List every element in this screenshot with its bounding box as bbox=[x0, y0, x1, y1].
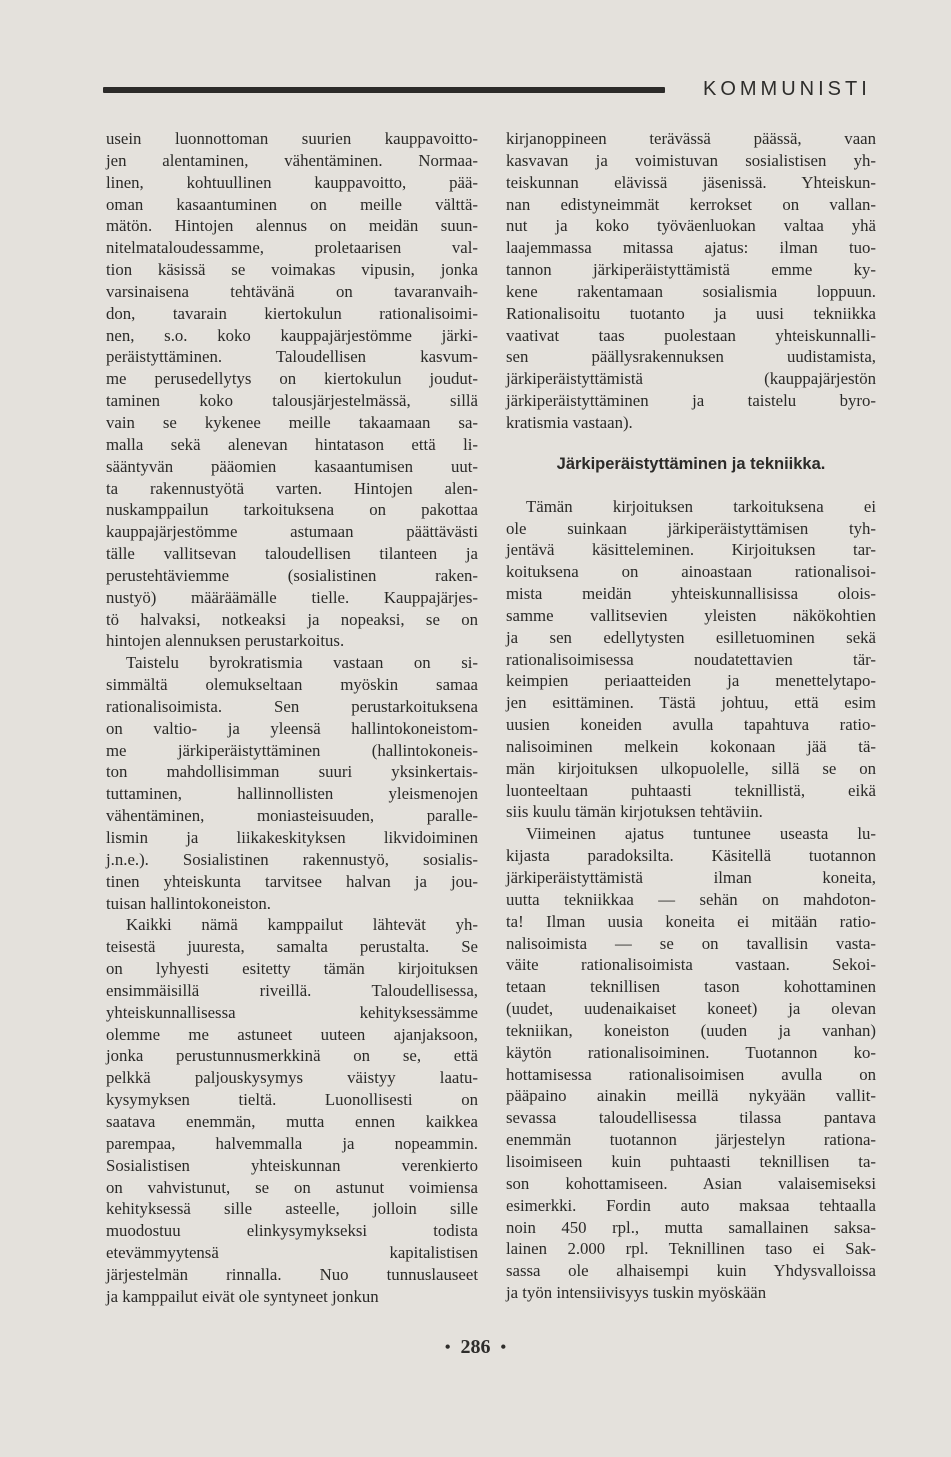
text-line: vähentäminen, moniasteisuuden, paralle- bbox=[106, 806, 478, 826]
text-line: järjestelmän rinnalla. Nuo tunnuslauseet bbox=[106, 1264, 478, 1284]
text-line: nalisoiminen melkein kokonaan jää tä- bbox=[506, 736, 876, 756]
text-line: kehityksessä sille asteelle, jolloin sille bbox=[106, 1199, 478, 1219]
text-line: hottamisessa rationalisoimisen avulla on bbox=[506, 1064, 876, 1084]
text-line: me perusedellytys on kiertokulun joudut- bbox=[106, 369, 478, 389]
section-subheading: Järkiperäistyttäminen ja tekniikka. bbox=[556, 454, 826, 473]
text-line: mätön. Hintojen alennus on meidän suun- bbox=[106, 216, 478, 236]
text-line: teisestä juuresta, samalta perustalta. Se bbox=[106, 937, 478, 957]
text-line: väite rationalisoimista vastaan. Sekoi- bbox=[506, 955, 876, 975]
text-line: Tämän kirjoituksen tarkoituksena ei bbox=[526, 496, 876, 516]
text-line: ja kamppailut eivät ole syntyneet jonkun bbox=[106, 1286, 379, 1306]
text-line: Rationalisoitu tuotanto ja uusi tekniikka bbox=[506, 303, 876, 323]
text-line: taminen koko talousjärjestelmässä, sillä bbox=[106, 391, 478, 411]
text-line: Sosialistisen yhteiskunnan verenkierto bbox=[106, 1155, 478, 1175]
text-line: teiskunnan elävissä jäsenissä. Yhteiskun- bbox=[506, 172, 876, 192]
text-line: vaativat taas puolestaan yhteiskunnalli- bbox=[506, 325, 876, 345]
text-line: vain se kykenee meille takaamaan sa- bbox=[106, 412, 478, 432]
text-line: nan edistyneimmät kerrokset on vallan- bbox=[506, 194, 876, 214]
text-line: sen päällysrakennuksen uudistamista, bbox=[506, 347, 876, 367]
text-line: esimerkki. Fordin auto maksaa tehtaalla bbox=[506, 1195, 876, 1215]
text-line: ta! Ilman uusia koneita ei mitään ratio- bbox=[506, 911, 876, 931]
text-line: linen, kohtuullinen kauppavoitto, pää- bbox=[106, 172, 478, 192]
text-line: Viimeinen ajatus tuntunee useasta lu- bbox=[526, 824, 876, 844]
text-line: son kohottamiseen. Asian valaisemiseksi bbox=[506, 1173, 876, 1193]
text-line: ensimmäisillä riveillä. Taloudellisessa, bbox=[106, 980, 478, 1000]
text-line: tö halvaksi, notkeaksi ja nopeaksi, se on bbox=[106, 609, 478, 629]
bullet-right: • bbox=[500, 1339, 507, 1357]
text-line: pelkkä paljouskysymys väistyy laatu- bbox=[106, 1068, 478, 1088]
text-line: enemmän tuotannon järjestelyn rationa- bbox=[506, 1130, 876, 1150]
text-line: sevassa taloudellisessa tilassa pantava bbox=[506, 1108, 876, 1128]
text-line: muodostuu elinkysymykseksi todista bbox=[106, 1221, 478, 1241]
text-line: Taistelu byrokratismia vastaan on si- bbox=[126, 653, 478, 673]
text-line: uutta tekniikkaa — sehän on mahdoton- bbox=[506, 889, 876, 909]
page-number: 286 bbox=[460, 1336, 491, 1358]
text-line: hintojen alennuksen perustarkoitus. bbox=[106, 631, 345, 651]
text-line: tuttaminen, hallinnollisten yleismenojen bbox=[106, 784, 478, 804]
text-line: siis kuulu tämän kirjotuksen tehtäviin. bbox=[506, 802, 763, 822]
text-line: saatava enemmän, mutta ennen kaikkea bbox=[106, 1111, 478, 1131]
text-line: kirjanoppineen terävässä päässä, vaan bbox=[506, 129, 876, 148]
text-line: ja työn intensiivisyys tuskin myöskään bbox=[506, 1283, 767, 1303]
text-line: peräistyttäminen. Taloudellisen kasvum- bbox=[106, 347, 478, 367]
left-column bbox=[106, 128, 478, 1308]
text-line: samme vallitsevien yleisten näkökohtien bbox=[506, 605, 876, 625]
text-line: malla sekä alenevan hintatason että li- bbox=[106, 434, 478, 454]
text-line: Kaikki nämä kamppailut lähtevät yh- bbox=[126, 915, 478, 935]
text-line: män kirjoituksen ulkopuolelle, sillä se on bbox=[506, 758, 876, 778]
text-line: tinen yhteiskunta tarvitsee halvan ja jou- bbox=[106, 871, 478, 891]
text-line: keimpien periaatteiden ja menettelytapo- bbox=[506, 671, 876, 691]
text-line: tälle vallitsevan taloudellisen tilanteen ja bbox=[106, 544, 478, 564]
text-line: rationalisoimisessa noudatettavien tär- bbox=[506, 649, 876, 669]
text-line: on vahvistunut, se on astunut voimiensa bbox=[106, 1177, 478, 1197]
text-line: usein luonnottoman suurien kauppavoitto- bbox=[106, 129, 478, 148]
header-rule bbox=[103, 87, 665, 93]
text-line: lainen 2.000 rpl. Teknillinen taso ei Sak- bbox=[506, 1239, 876, 1259]
text-line: kauppajärjestömme astumaan päättävästi bbox=[106, 522, 478, 542]
right-column-bottom bbox=[506, 496, 876, 1304]
text-line: nalisoimista — se on tavallisin vasta- bbox=[506, 933, 876, 953]
text-line: yhteiskunnallisessa kehityksessämme bbox=[106, 1002, 478, 1022]
text-line: nen, s.o. koko kauppajärjestömme järki- bbox=[106, 325, 478, 345]
text-line: järkiperäistyttämistä ilman koneita, bbox=[506, 868, 876, 887]
text-line: kratismia vastaan). bbox=[506, 412, 633, 432]
text-line: lismin ja liikakeskityksen likvidoiminen bbox=[106, 828, 478, 847]
text-line: nitelmataloudessamme, proletaarisen val- bbox=[106, 238, 478, 258]
text-line: käytön rationalisoiminen. Tuotannon ko- bbox=[506, 1042, 876, 1062]
text-line: pääpaino ainakin meillä nykyään vallit- bbox=[506, 1086, 876, 1106]
text-line: sassa ole alhaisempi kuin Yhdysvalloissa bbox=[506, 1261, 876, 1281]
text-line: tion käsissä se voimakas vipusin, jonka bbox=[106, 260, 478, 280]
text-line: kijasta paradoksilta. Käsitellä tuotannon bbox=[506, 846, 876, 866]
page-footer bbox=[0, 1336, 951, 1359]
text-line: on valtio- ja yleensä hallintokoneistom- bbox=[106, 718, 478, 738]
text-line: tekniikan, koneiston (uuden ja vanhan) bbox=[506, 1020, 876, 1040]
right-column bbox=[506, 128, 876, 1304]
text-line: lisoimiseen kuin puhtaasti teknillisen ta- bbox=[506, 1151, 876, 1171]
text-line: luonteeltaan puhtaasti teknillistä, eikä bbox=[506, 780, 876, 800]
text-line: laajemmassa mitassa ajatus: ilman tuo- bbox=[506, 238, 876, 258]
text-line: (uudet, uudenaikaiset koneet) ja olevan bbox=[506, 999, 876, 1019]
text-line: parempaa, halvemmalla ja nopeammin. bbox=[106, 1133, 478, 1153]
text-line: varsinaisena tehtävänä on tavaranvaih- bbox=[106, 281, 478, 301]
text-line: ton mahdollisimman suuri yksinkertais- bbox=[106, 762, 478, 782]
text-line: olemme me astuneet uuteen ajanjaksoon, bbox=[106, 1024, 478, 1044]
text-line: perustehtäviemme (sosialistinen raken- bbox=[106, 565, 478, 585]
text-line: on lyhyesti esitetty tämän kirjoituksen bbox=[106, 959, 478, 979]
text-line: jonka perustunnusmerkkinä on se, että bbox=[106, 1046, 478, 1066]
text-line: tuisan hallintokoneiston. bbox=[106, 893, 272, 913]
text-line: etevämmyytensä kapitalistisen bbox=[106, 1243, 478, 1263]
text-line: järkiperäistyttämistä (kauppajärjestön bbox=[506, 369, 876, 389]
text-line: don, tavarain kiertokulun rationalisoimi- bbox=[106, 303, 478, 323]
text-line: j.n.e.). Sosialistinen rakennustyö, sosialis- bbox=[106, 849, 478, 869]
text-line: mista meidän yhteiskunnallisissa olois- bbox=[506, 584, 876, 604]
text-line: rationalisoimista. Sen perustarkoituksena bbox=[106, 696, 478, 716]
text-line: me järkiperäistyttäminen (hallintokoneis- bbox=[106, 740, 478, 760]
text-line: noin 450 rpl., mutta samallainen saksa- bbox=[506, 1217, 876, 1237]
text-line: kasvavan ja voimistuvan sosialistisen yh- bbox=[506, 150, 876, 170]
text-line: ta rakennustyötä varten. Hintojen alen- bbox=[106, 478, 478, 498]
text-line: kysymyksen tieltä. Luonollisesti on bbox=[106, 1090, 478, 1110]
text-line: jen alentaminen, vähentäminen. Normaa- bbox=[106, 150, 478, 170]
text-line: oman kasaantuminen on meille välttä- bbox=[106, 194, 478, 214]
running-header: KOMMUNISTI bbox=[703, 78, 871, 100]
text-line: järkiperäistyttäminen ja taistelu byro- bbox=[506, 391, 876, 411]
text-line: kene rakentamaan sosialismia loppuun. bbox=[506, 281, 876, 301]
text-line: tetaan teknillisen tason kohottaminen bbox=[506, 977, 876, 997]
text-line: jen esittäminen. Tästä johtuu, että esim bbox=[506, 693, 876, 713]
right-column-top bbox=[506, 128, 876, 434]
text-line: jentävä käsitteleminen. Kirjoituksen tar- bbox=[506, 540, 876, 560]
text-line: nuskamppailun tarkoituksena on pakottaa bbox=[106, 500, 478, 520]
text-line: nut ja koko työväenluokan valtaa yhä bbox=[506, 216, 876, 236]
bullet-left: • bbox=[444, 1339, 451, 1357]
text-line: koituksena on ainoastaan rationalisoi- bbox=[506, 562, 876, 582]
text-line: simmältä olemukseltaan myöskin samaa bbox=[106, 675, 478, 695]
text-line: ja sen edellytysten esilletuominen sekä bbox=[506, 627, 876, 647]
text-line: uusien koneiden avulla tapahtuva ratio- bbox=[506, 715, 876, 735]
text-line: sääntyvän pääomien kasaantumisen uut- bbox=[106, 456, 478, 476]
text-line: ole suinkaan järkiperäistyttämisen tyh- bbox=[506, 518, 876, 538]
text-line: nustyö) määräämälle tielle. Kauppajärjes- bbox=[106, 587, 478, 607]
text-line: tannon järkiperäistyttämistä emme ky- bbox=[506, 260, 876, 280]
